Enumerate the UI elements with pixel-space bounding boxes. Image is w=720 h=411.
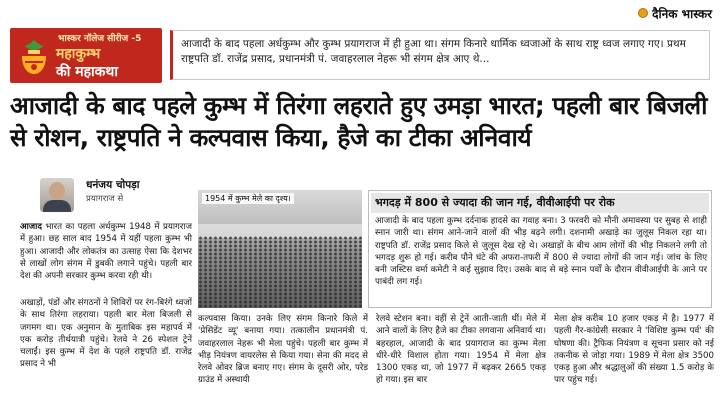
author-place: प्रयागराज से: [86, 194, 124, 204]
article-column-4: मेला क्षेत्र करीब 10 हजार एकड़ में है। 1977 में पहली गैर-कांग्रेसी सरकार ने 'विशिष्ट कुम्भ पर्व' की घोषणा की। ट्रैफिक नियंत्रण व सूचना प्रसार को नई तकनीक से जोड़ा गया। 1989 में मेला क्षेत्र 3500 एकड़ हुआ और श्रद्धालुओं की संख्या 1.5 करोड़ के पार पहुंच गई।: [554, 314, 714, 386]
masthead-name: दैनिक भास्कर: [652, 6, 712, 21]
article-column-3: रेलवे स्टेशन बना। वहीं से ट्रेनें आती-जाती थीं। मेले में आने वालों के लिए हैजे का टीका लगवाना अनिवार्य था। बहरहाल, आजादी के बाद प्रयागराज का कुम्भ मेला धीरे-धीरे विशाल होता गया। 1954 में मेला क्षेत्र 1300 एकड़ था, जो 1977 में बढ़कर 2665 एकड़ हो गया। इस बार: [376, 314, 546, 386]
series-title-line1: महाकुम्भ: [56, 46, 101, 62]
article-column-1a: [20, 221, 192, 291]
byline: [40, 176, 160, 216]
sun-logo-icon: [638, 8, 648, 18]
series-box: [10, 28, 162, 83]
series-title-line2: की महाकथा: [56, 64, 119, 80]
masthead: [638, 2, 712, 24]
kumbh-1954-photo: [198, 190, 362, 308]
intro-box: आजादी के बाद पहला अर्धकुम्भ और कुम्भ प्रयागराज में ही हुआ था। संगम किनारे धार्मिक ध्वजाओं के साथ राष्ट्र ध्वज लगाए गए। प्रथम राष्ट्रपति डॉ. राजेंद्र प्रसाद, प्रधानमंत्री पं. जवाहरलाल नेहरू भी संगम क्षेत्र आए थे...: [170, 30, 710, 80]
article-lead-word: आजाद: [20, 222, 42, 232]
headline: आजादी के बाद पहले कुम्भ में तिरंगा लहराते हुए उमड़ा भारत; पहली बार बिजली से रोशन, राष्ट्रपति ने कल्पवास किया, हैजे का टीका अनिवार्य: [10, 91, 708, 152]
sidebar-body: आजादी के बाद पहला कुम्भ दर्दनाक हादसे का गवाह बना। 3 फरवरी को मौनी अमावस्या पर सुबह से शाही स्नान जारी था। संगम आने-जाने वालों की भीड़ बढ़ने लगी। दशनामी अखाड़े का जुलूस निकल रहा था। राष्ट्रपति डॉ. राजेंद्र प्रसाद किले से जुलूस देख रहे थे। अखाड़ों के बीच आम लोगों की भीड़ निकलने लगी तो भगदड़ शुरू हो गई। करीब पौने घंटे की अफरा-तफरी में 800 से ज्यादा लोगों की जान गई। जांच के लिए बनी जस्टिस वर्मा कमेटी ने कई सुझाव दिए। उसके बाद से बड़े स्नान पर्वों के दौरान वीवीआईपी के आने पर पाबंदी लग गई।: [375, 216, 707, 288]
author-photo: [40, 178, 74, 212]
stampede-sidebar: [368, 190, 712, 308]
top-bar: [10, 28, 710, 83]
photo-caption: 1954 में कुम्भ मेले का दृश्य।: [202, 193, 294, 204]
series-label: भास्कर नॉलेज सीरीज -5: [58, 34, 142, 44]
article-text: भारत का पहला अर्धकुम्भ 1948 में प्रयागराज में हुआ। छह साल बाद 1954 में यहीं पहला कुम्भ भी हुआ। आजादी और लोकतंत्र का उत्साह ऐसा कि देशभर से लाखों लोग संगम में डुबकी लगाने पहुंचे। पहली बार देश की अपनी सरकार कुम्भ करवा रही थी।: [20, 222, 192, 282]
kalash-icon: [16, 38, 52, 76]
article-column-2: कल्पवास किया। उनके लिए संगम किनारे किले में 'प्रेसिडेंट व्यू' बनाया गया। तत्कालीन प्रधानमंत्री पं. जवाहरलाल नेहरू भी मेला पहुंचे। पहली बार कुम्भ में भीड़ नियंत्रण वायरलेस से किया गया। सेना की मदद से रेलवे ओवर ब्रिज बनाए गए। संगम के दूसरी ओर, परेड ग्राउंड में अस्थायी: [198, 314, 368, 386]
sidebar-title: भगदड़ में 800 से ज्यादा की जान गई, वीवीआईपी पर रोक: [371, 193, 709, 213]
article-column-1b: अखाड़ों, पंडों और संगठनों ने शिविरों पर रंग-बिरंगे ध्वजों के साथ तिरंगा लहराया। पहली बार मेला बिजली से जगमग था। एक अनुमान के मुताबिक इस महापर्व में एक करोड़ तीर्थयात्री पहुंचे। रेलवे ने 26 स्पेशल ट्रेनें चलाईं। इस कुम्भ में देश के पहले राष्ट्रपति डॉ. राजेंद्र प्रसाद ने भी: [20, 298, 192, 370]
author-name: धनंजय चोपड़ा: [86, 179, 140, 191]
